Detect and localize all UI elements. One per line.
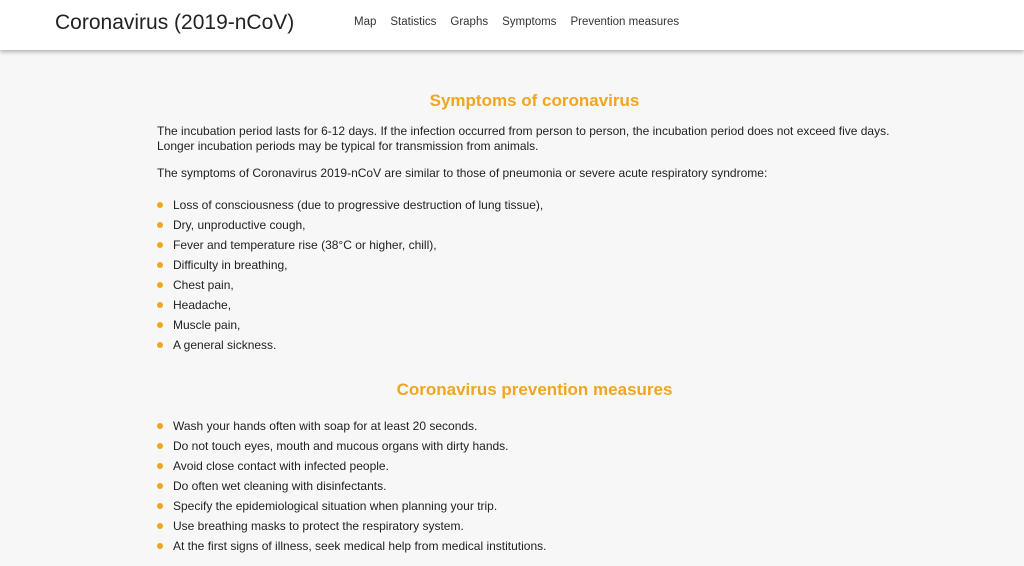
list-item-text: Muscle pain, [173, 318, 241, 332]
bullet-dot-icon [157, 443, 163, 449]
main-nav [354, 16, 693, 28]
symptoms-intro-paragraph: The symptoms of Coronavirus 2019-nCoV are similar to those of pneumonia or severe acute respiratory syndrome: [157, 166, 768, 180]
bullet-dot-icon [157, 483, 163, 489]
list-item [157, 255, 927, 275]
list-item-text: Wash your hands often with soap for at least 20 seconds. [173, 419, 478, 433]
list-item [157, 496, 927, 516]
top-navbar [0, 0, 1024, 50]
prevention-heading: Coronavirus prevention measures [396, 380, 673, 399]
list-item [157, 195, 927, 215]
nav-link-prevention[interactable]: Prevention measures [570, 16, 680, 28]
list-item-text: Fever and temperature rise (38°C or higher, chill), [173, 238, 437, 252]
list-item [157, 416, 927, 436]
list-item-text: Difficulty in breathing, [173, 258, 288, 272]
list-item [157, 456, 927, 476]
list-item-text: Loss of consciousness (due to progressive destruction of lung tissue), [173, 198, 544, 212]
nav-link-statistics[interactable]: Statistics [390, 16, 437, 28]
list-item-text: Do not touch eyes, mouth and mucous organs with dirty hands. [173, 439, 509, 453]
list-item-text: A general sickness. [173, 338, 277, 352]
list-item [157, 536, 927, 556]
list-item-text: Use breathing masks to protect the respiratory system. [173, 519, 464, 533]
list-item-text: Dry, unproductive cough, [173, 218, 306, 232]
list-item [157, 235, 927, 255]
list-item [157, 215, 927, 235]
bullet-dot-icon [157, 423, 163, 429]
bullet-dot-icon [157, 463, 163, 469]
list-item-text: At the first signs of illness, seek medical help from medical institutions. [173, 539, 547, 553]
list-item-text: Headache, [173, 298, 232, 312]
prevention-list [157, 416, 927, 556]
bullet-dot-icon [157, 503, 163, 509]
list-item [157, 315, 927, 335]
list-item [157, 436, 927, 456]
site-title[interactable]: Coronavirus (2019-nCoV) [55, 11, 295, 34]
nav-link-symptoms[interactable]: Symptoms [502, 16, 557, 28]
incubation-paragraph: The incubation period lasts for 6-12 days. If the infection occurred from person to person, the incubation period does not exceed five days. Longer incubation periods may be typical for transmission from animals. [157, 124, 890, 153]
bullet-dot-icon [157, 262, 163, 268]
bullet-dot-icon [157, 543, 163, 549]
nav-link-graphs[interactable]: Graphs [450, 16, 489, 28]
list-item-text: Specify the epidemiological situation when planning your trip. [173, 499, 498, 513]
list-item [157, 516, 927, 536]
bullet-dot-icon [157, 342, 163, 348]
list-item [157, 335, 927, 355]
list-item-text: Avoid close contact with infected people. [173, 459, 389, 473]
nav-link-map[interactable]: Map [354, 16, 377, 28]
symptoms-list [157, 195, 927, 355]
list-item [157, 275, 927, 295]
bullet-dot-icon [157, 282, 163, 288]
bullet-dot-icon [157, 523, 163, 529]
bullet-dot-icon [157, 322, 163, 328]
bullet-dot-icon [157, 242, 163, 248]
list-item [157, 295, 927, 315]
list-item-text: Chest pain, [173, 278, 234, 292]
bullet-dot-icon [157, 222, 163, 228]
symptoms-heading: Symptoms of coronavirus [429, 91, 640, 110]
list-item-text: Do often wet cleaning with disinfectants. [173, 479, 387, 493]
list-item [157, 476, 927, 496]
bullet-dot-icon [157, 302, 163, 308]
bullet-dot-icon [157, 202, 163, 208]
